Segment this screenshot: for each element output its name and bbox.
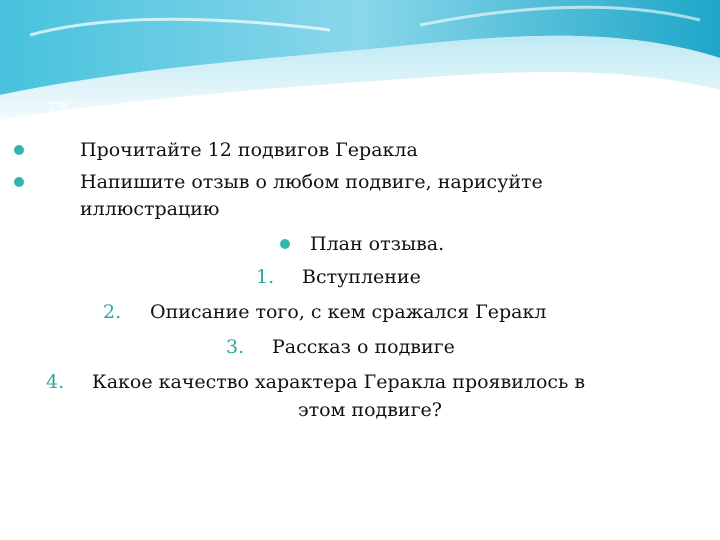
plan-heading: План отзыва. xyxy=(310,233,445,255)
slide-title: Домашнее задание xyxy=(44,95,419,133)
bullet-dot-icon xyxy=(280,239,290,249)
list-number: 4. xyxy=(46,371,65,393)
list-number: 2. xyxy=(103,301,122,323)
bullet-dot-icon xyxy=(14,177,24,187)
plan-item-text: Какое качество характера Геракла проявилось в xyxy=(92,371,586,393)
list-number: 3. xyxy=(226,336,245,358)
list-number: 1. xyxy=(256,266,275,288)
plan-item-text: Вступление xyxy=(302,266,421,288)
plan-item-text: Рассказ о подвиге xyxy=(272,336,455,358)
bullet-text-continuation: иллюстрацию xyxy=(80,198,220,220)
bullet-text: Прочитайте 12 подвигов Геракла xyxy=(80,139,418,161)
bullet-text: Напишите отзыв о любом подвиге, нарисуйте xyxy=(80,171,543,193)
plan-item-text: Описание того, с кем сражался Геракл xyxy=(150,301,547,323)
plan-item-text-continuation: этом подвиге? xyxy=(298,399,442,421)
bullet-dot-icon xyxy=(14,145,24,155)
